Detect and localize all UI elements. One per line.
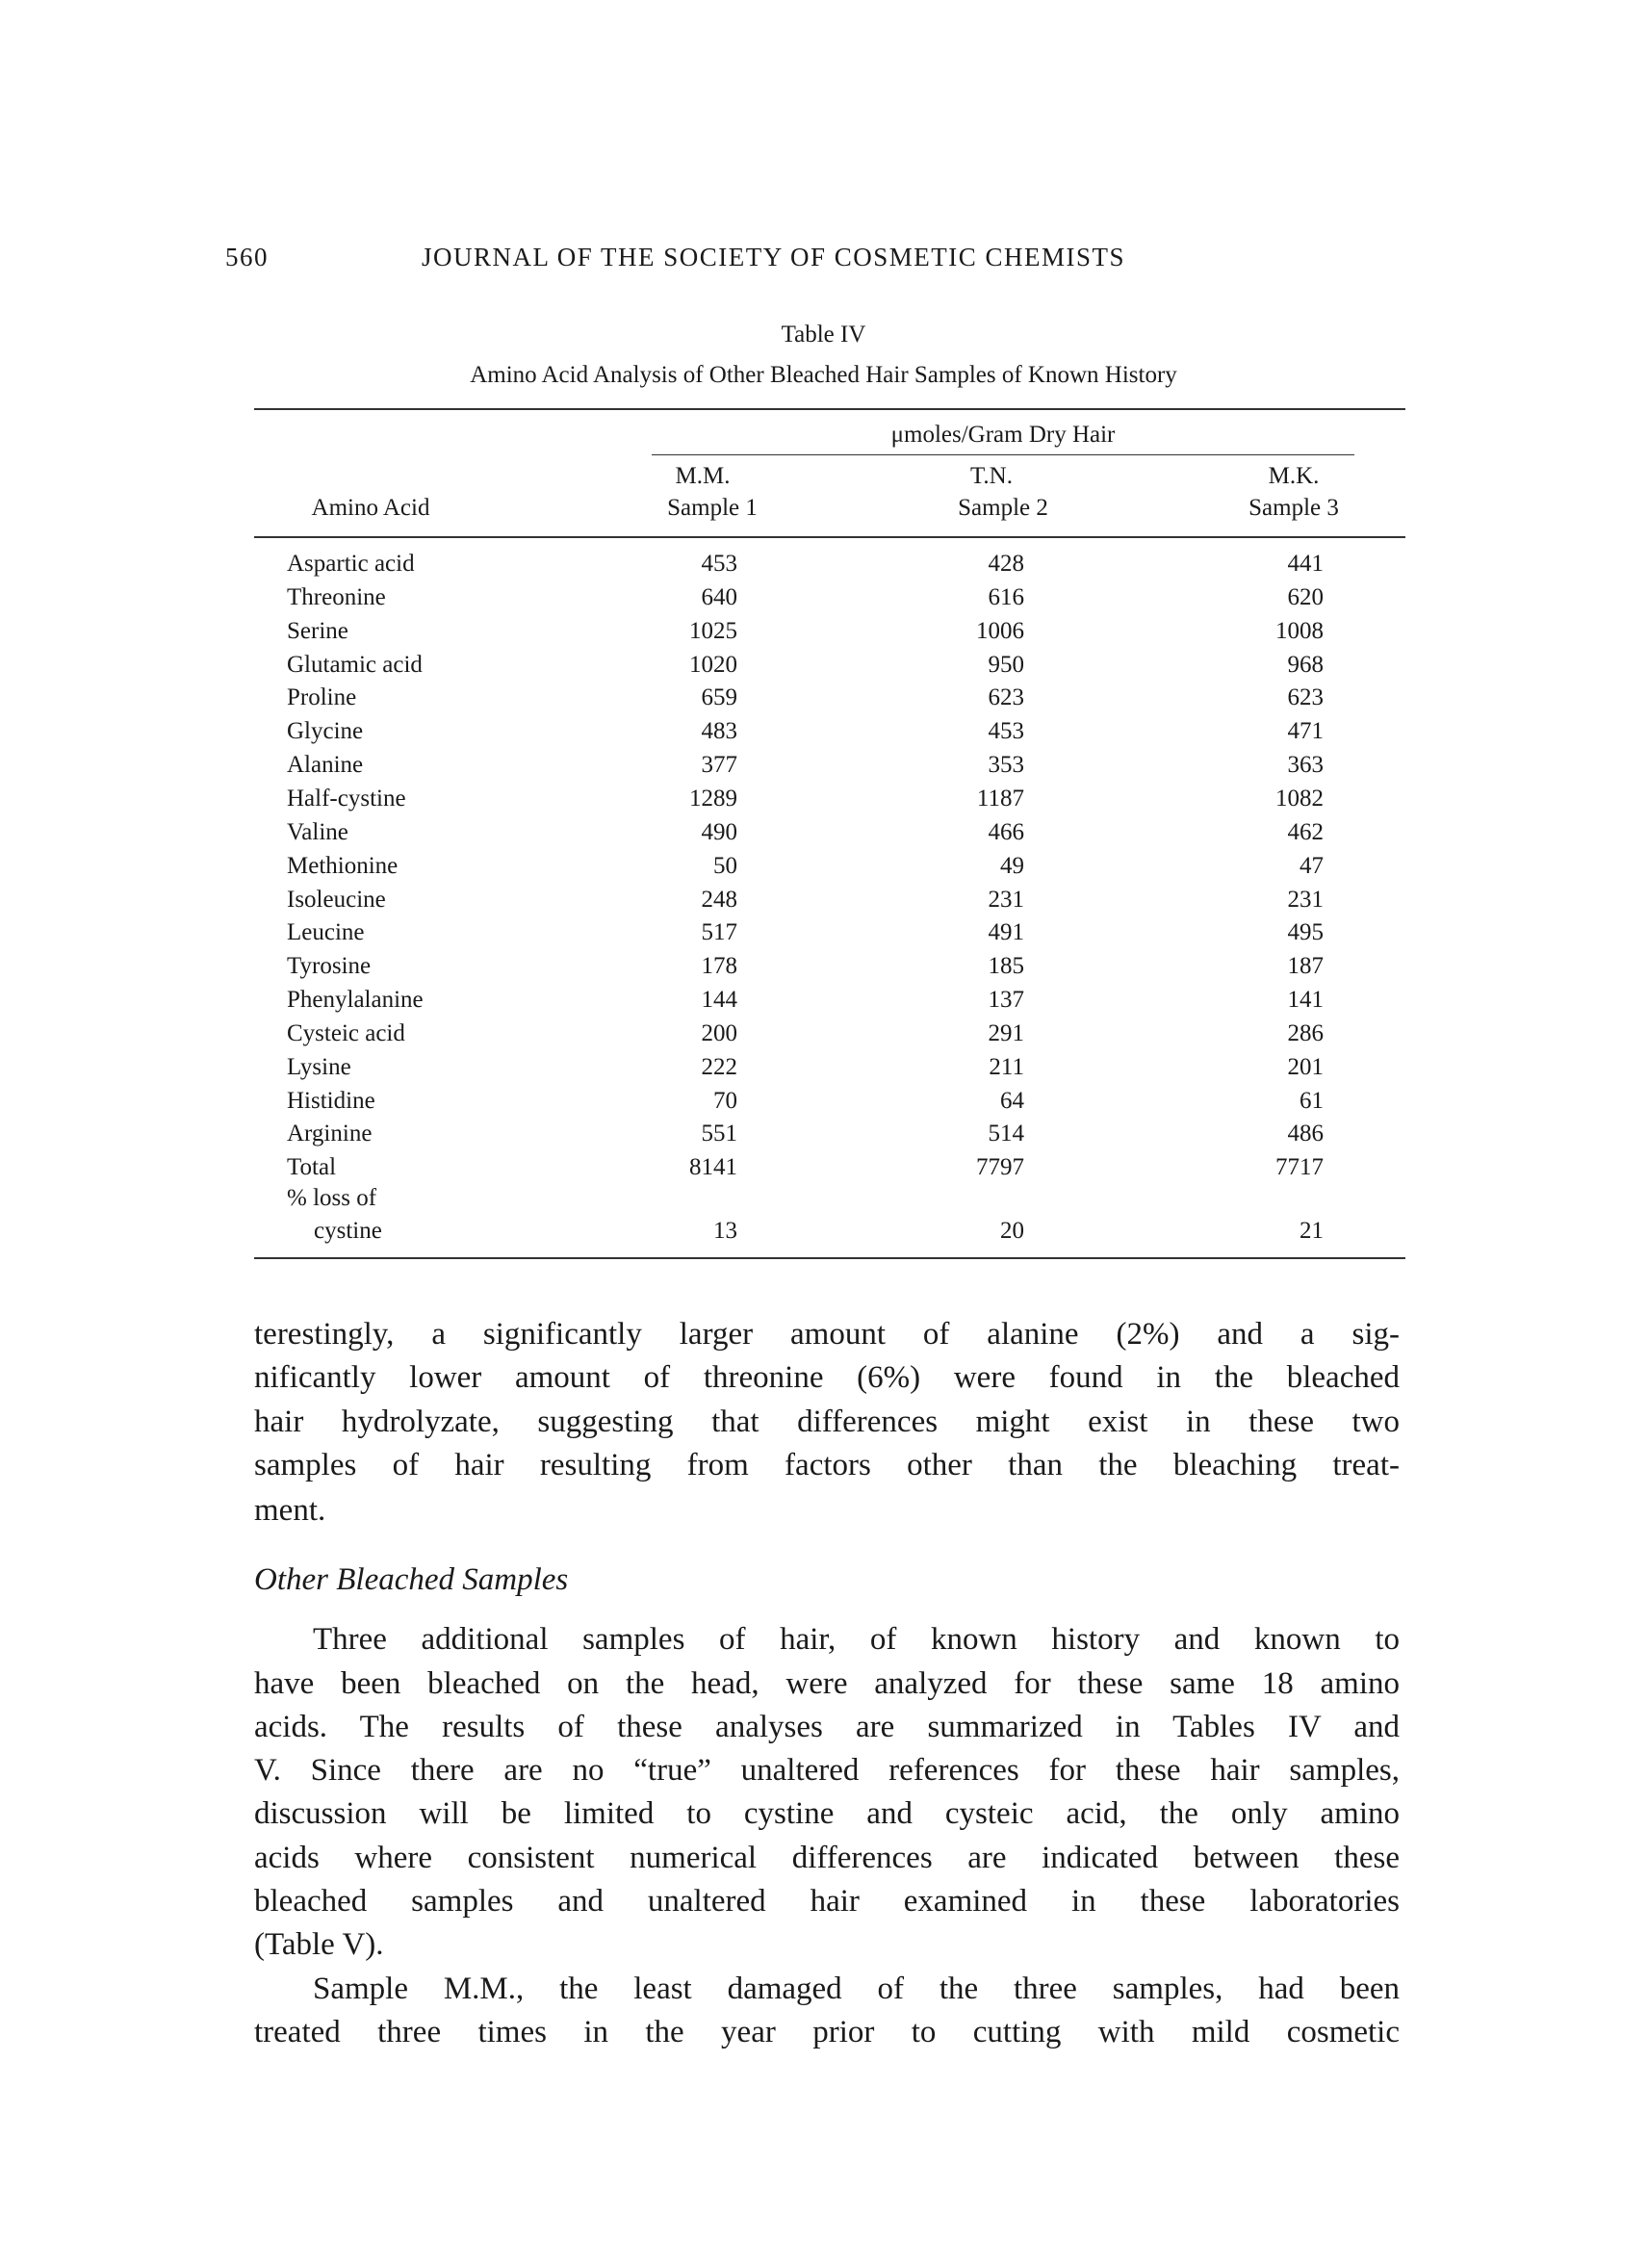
row-label: Methionine: [287, 852, 399, 879]
cell-sample-2: 1006: [976, 617, 1024, 644]
cell-sample-1: 659: [701, 684, 737, 711]
paragraph-line: nificantly lower amount of threonine (6%) were found in the bleached: [254, 1360, 1400, 1395]
cell-sample-3: 968: [1287, 651, 1324, 678]
table-row-loss: [0, 1183, 1647, 1214]
cell-sample-1: 1020: [689, 651, 737, 678]
cell-sample-2: 514: [988, 1121, 1024, 1147]
section-heading: Other Bleached Samples: [254, 1562, 569, 1597]
table-row: [0, 716, 1647, 747]
col-header-top-1: M.M.: [675, 463, 731, 489]
cell-sample-2: 1187: [976, 785, 1024, 812]
table-row: [0, 582, 1647, 613]
cell-sample-3: 495: [1287, 919, 1324, 946]
cell-sample-3: 620: [1287, 583, 1324, 610]
cell-sample-3: 462: [1287, 818, 1324, 845]
cell-sample-3: 1008: [1275, 617, 1324, 644]
paragraph-line: Sample M.M., the least damaged of the three samples, had been: [313, 1972, 1400, 2006]
cell-sample-1: 50: [713, 852, 737, 879]
cell-sample-2: 466: [988, 818, 1024, 845]
table-top-rule: [254, 408, 1405, 410]
col-header-top-3: M.K.: [1268, 463, 1320, 489]
cell-sample-2: 49: [1000, 852, 1024, 879]
paragraph-line: acids where consistent numerical differences are indicated between these: [254, 1841, 1400, 1875]
table-bottom-rule: [254, 1257, 1405, 1259]
cell-sample-1: 70: [713, 1087, 737, 1114]
row-label: Alanine: [287, 752, 364, 779]
cell-sample-1: 517: [701, 919, 737, 946]
paragraph-line: bleached samples and unaltered hair examined in these laboratories: [254, 1884, 1400, 1919]
cell-sample-2: 623: [988, 684, 1024, 711]
table-row: [0, 885, 1647, 915]
cell-sample-1: 8141: [689, 1154, 737, 1181]
cell-sample-1: 453: [701, 551, 737, 577]
cell-sample-2: 137: [988, 987, 1024, 1014]
table-row: [0, 549, 1647, 580]
paragraph-line: treated three times in the year prior to cutting with mild cosmetic: [254, 2015, 1400, 2049]
paragraph-line: V. Since there are no “true” unaltered references for these hair samples,: [254, 1753, 1400, 1788]
cell-sample-1: 13: [713, 1218, 737, 1244]
cell-sample-3: 187: [1287, 953, 1324, 980]
paragraph-line: samples of hair resulting from factors other than the bleaching treat-: [254, 1448, 1400, 1482]
table-row: [0, 1086, 1647, 1117]
row-label: Phenylalanine: [287, 987, 424, 1014]
cell-sample-1: 248: [701, 886, 737, 913]
col-header-bottom-1: Sample 1: [667, 495, 758, 521]
table-row: [0, 616, 1647, 647]
cell-sample-2: 211: [989, 1053, 1024, 1080]
col-header-bottom-2: Sample 2: [958, 495, 1048, 521]
row-label: Cysteic acid: [287, 1019, 405, 1046]
table-row: [0, 951, 1647, 982]
cell-sample-1: 551: [701, 1121, 737, 1147]
table-row-loss-values: [0, 1216, 1647, 1247]
cell-sample-2: 616: [988, 583, 1024, 610]
unit-header-rule: [652, 454, 1354, 455]
cell-sample-2: 291: [988, 1019, 1024, 1046]
cell-sample-2: 7797: [976, 1154, 1024, 1181]
paragraph-line: ment.: [254, 1493, 326, 1528]
cell-sample-3: 363: [1287, 752, 1324, 779]
table-row: [0, 683, 1647, 713]
row-label: Lysine: [287, 1053, 351, 1080]
paragraph-line: (Table V).: [254, 1927, 384, 1962]
cell-sample-2: 428: [988, 551, 1024, 577]
cell-sample-3: 231: [1287, 886, 1324, 913]
table-row: [0, 1152, 1647, 1183]
table-row: [0, 784, 1647, 814]
table-label: Table IV: [781, 322, 866, 348]
running-header: JOURNAL OF THE SOCIETY OF COSMETIC CHEMISTS: [422, 243, 1126, 271]
cell-sample-3: 21: [1300, 1218, 1324, 1244]
cell-sample-2: 491: [988, 919, 1024, 946]
cell-sample-3: 286: [1287, 1019, 1324, 1046]
cell-sample-3: 1082: [1275, 785, 1324, 812]
cell-sample-2: 185: [988, 953, 1024, 980]
table-row: [0, 1119, 1647, 1149]
cell-sample-2: 950: [988, 651, 1024, 678]
cell-sample-1: 483: [701, 718, 737, 745]
cell-sample-3: 441: [1287, 551, 1324, 577]
page-number: 560: [225, 243, 269, 271]
paragraph-line: terestingly, a significantly larger amount of alanine (2%) and a sig-: [254, 1317, 1400, 1352]
paragraph-line: Three additional samples of hair, of known history and known to: [313, 1622, 1400, 1657]
table-row: [0, 917, 1647, 948]
table-row: [0, 750, 1647, 781]
cell-sample-3: 7717: [1275, 1154, 1324, 1181]
row-label: Serine: [287, 617, 348, 644]
cell-sample-1: 490: [701, 818, 737, 845]
row-label: Tyrosine: [287, 953, 372, 980]
cell-sample-3: 47: [1300, 852, 1324, 879]
table-row: [0, 650, 1647, 681]
cell-sample-1: 640: [701, 583, 737, 610]
row-label: Leucine: [287, 919, 365, 946]
table-row: [0, 1018, 1647, 1049]
row-label: Aspartic acid: [287, 551, 415, 577]
table-row: [0, 817, 1647, 848]
cell-sample-1: 1025: [689, 617, 737, 644]
cell-sample-2: 64: [1000, 1087, 1024, 1114]
cell-sample-1: 144: [701, 987, 737, 1014]
row-label: Isoleucine: [287, 886, 386, 913]
row-label: Total: [287, 1154, 337, 1181]
table-caption: Amino Acid Analysis of Other Bleached Hair Samples of Known History: [470, 362, 1177, 388]
cell-sample-2: 453: [988, 718, 1024, 745]
cell-sample-1: 1289: [689, 785, 737, 812]
cell-sample-3: 141: [1287, 987, 1324, 1014]
col-header-amino-acid: Amino Acid: [311, 495, 430, 521]
cell-sample-1: 222: [701, 1053, 737, 1080]
cell-sample-3: 623: [1287, 684, 1324, 711]
paragraph-line: hair hydrolyzate, suggesting that differences might exist in these two: [254, 1405, 1400, 1439]
row-label: Valine: [287, 818, 348, 845]
cell-sample-2: 231: [988, 886, 1024, 913]
table-row: [0, 985, 1647, 1016]
cell-sample-3: 486: [1287, 1121, 1324, 1147]
row-label: Histidine: [287, 1087, 375, 1114]
cell-sample-3: 61: [1300, 1087, 1324, 1114]
row-label: Proline: [287, 684, 357, 711]
row-label: % loss of: [287, 1185, 377, 1211]
row-label: cystine: [314, 1218, 382, 1244]
table-header-rule: [254, 536, 1405, 538]
cell-sample-1: 200: [701, 1019, 737, 1046]
cell-sample-3: 201: [1287, 1053, 1324, 1080]
table-row: [0, 851, 1647, 882]
cell-sample-1: 377: [701, 752, 737, 779]
unit-header: μmoles/Gram Dry Hair: [890, 422, 1116, 448]
row-label: Glutamic acid: [287, 651, 423, 678]
paragraph-line: acids. The results of these analyses are summarized in Tables IV and: [254, 1710, 1400, 1744]
paragraph-line: have been bleached on the head, were analyzed for these same 18 amino: [254, 1666, 1400, 1701]
cell-sample-2: 20: [1000, 1218, 1024, 1244]
col-header-bottom-3: Sample 3: [1248, 495, 1339, 521]
cell-sample-3: 471: [1287, 718, 1324, 745]
col-header-top-2: T.N.: [970, 463, 1013, 489]
paragraph-line: discussion will be limited to cystine and cysteic acid, the only amino: [254, 1796, 1400, 1831]
cell-sample-2: 353: [988, 752, 1024, 779]
row-label: Threonine: [287, 583, 386, 610]
cell-sample-1: 178: [701, 953, 737, 980]
row-label: Arginine: [287, 1121, 373, 1147]
row-label: Glycine: [287, 718, 364, 745]
table-row: [0, 1052, 1647, 1083]
row-label: Half-cystine: [287, 785, 406, 812]
